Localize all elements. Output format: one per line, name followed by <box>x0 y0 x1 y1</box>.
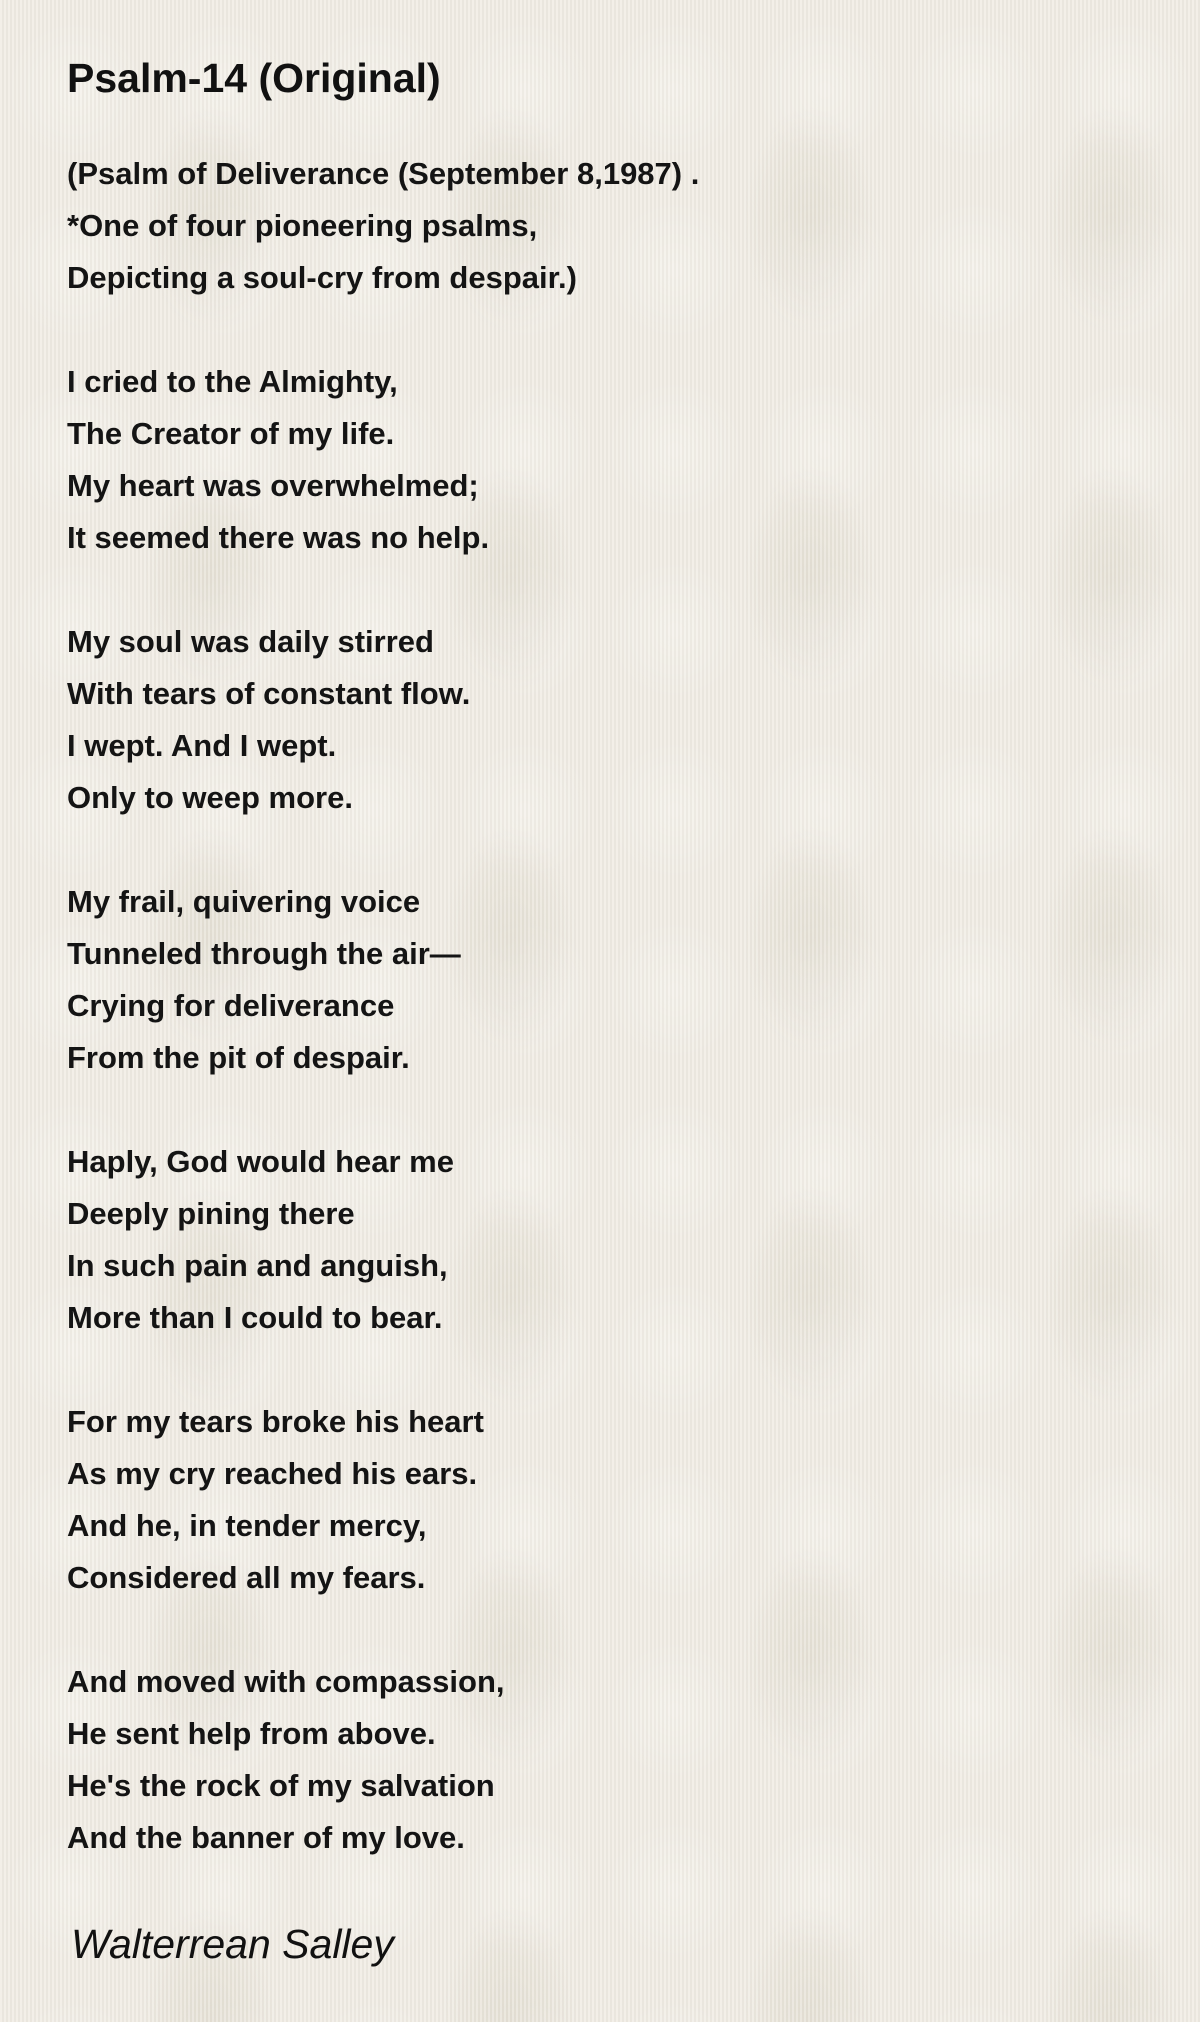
stanza-3 <box>67 616 1147 824</box>
stanza-2 <box>67 356 1147 564</box>
poem-line: Depicting a soul-cry from despair.) <box>67 260 577 295</box>
poem-page <box>67 50 1147 1972</box>
poem-line: Only to weep more. <box>67 780 353 815</box>
poem-line: (Psalm of Deliverance (September 8,1987) . <box>67 156 700 191</box>
poem-line: It seemed there was no help. <box>67 520 490 555</box>
poem-line: With tears of constant flow. <box>67 676 471 711</box>
poem-line: My frail, quivering voice <box>67 884 421 919</box>
poem-line: The Creator of my life. <box>67 416 395 451</box>
stanza-5 <box>67 1136 1147 1344</box>
poem-line: In such pain and anguish, <box>67 1248 448 1283</box>
poem-line: He's the rock of my salvation <box>67 1768 495 1803</box>
poem-line: Tunneled through the air— <box>67 936 461 971</box>
poem-line: Crying for deliverance <box>67 988 395 1023</box>
poem-line: And he, in tender mercy, <box>67 1508 427 1543</box>
poem-line: I cried to the Almighty, <box>67 364 398 399</box>
stanza-4 <box>67 876 1147 1084</box>
poem-line: And the banner of my love. <box>67 1820 465 1855</box>
poem-title: Psalm-14 (Original) <box>67 55 441 101</box>
stanza-7 <box>67 1656 1147 1864</box>
poem-line: I wept. And I wept. <box>67 728 337 763</box>
stanza-1 <box>67 148 1147 304</box>
poem-line: He sent help from above. <box>67 1716 436 1751</box>
poem-line: My heart was overwhelmed; <box>67 468 479 503</box>
poem-line: My soul was daily stirred <box>67 624 434 659</box>
poem-author: Walterrean Salley <box>71 1921 394 1967</box>
poem-line: *One of four pioneering psalms, <box>67 208 538 243</box>
poem-line: And moved with compassion, <box>67 1664 505 1699</box>
poem-line: From the pit of despair. <box>67 1040 410 1075</box>
poem-line: Considered all my fears. <box>67 1560 426 1595</box>
poem-line: Deeply pining there <box>67 1196 355 1231</box>
poem-line: Haply, God would hear me <box>67 1144 454 1179</box>
stanza-6 <box>67 1396 1147 1604</box>
poem-line: More than I could to bear. <box>67 1300 443 1335</box>
poem-line: For my tears broke his heart <box>67 1404 484 1439</box>
poem-line: As my cry reached his ears. <box>67 1456 478 1491</box>
